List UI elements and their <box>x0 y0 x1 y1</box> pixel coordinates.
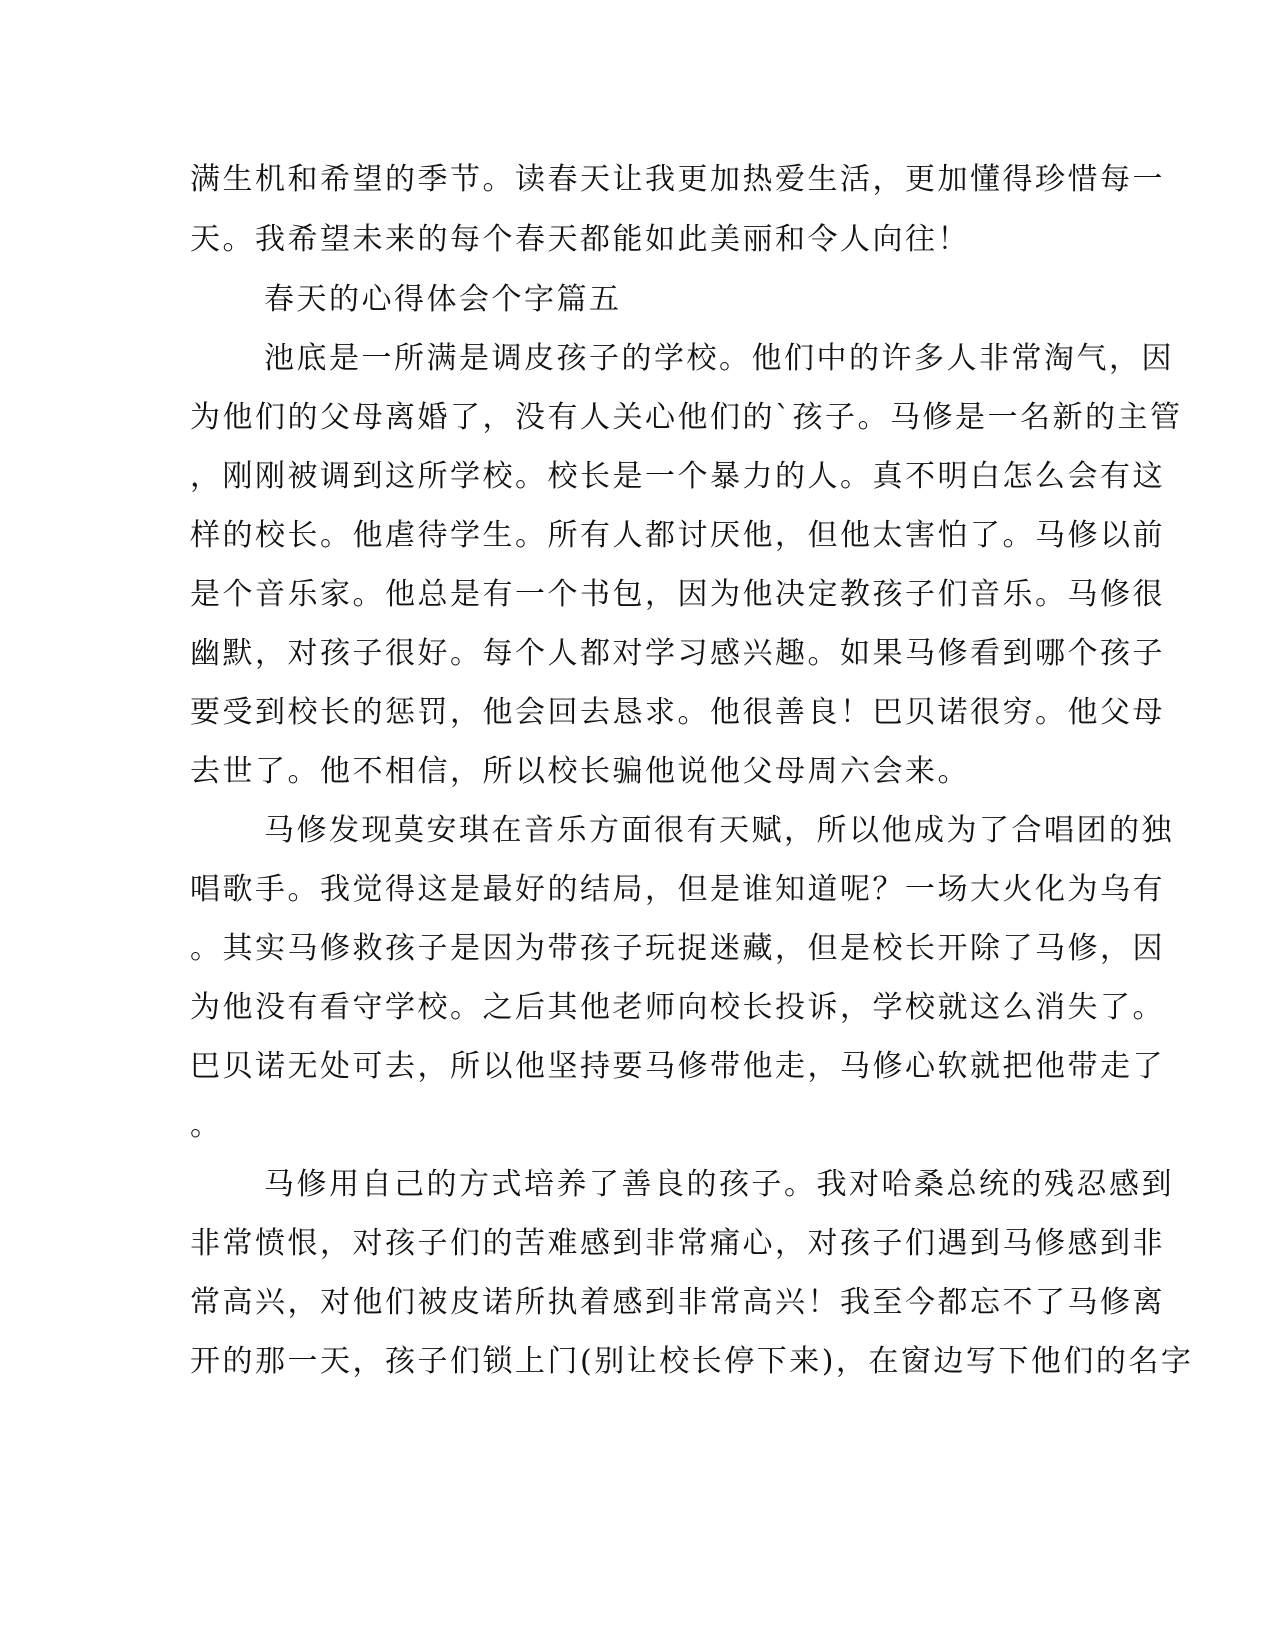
text-line: 池底是一所满是调皮孩子的学校。他们中的许多人非常淘气，因 <box>264 341 1174 376</box>
text-line: 开的那一天，孩子们锁上门(别让校长停下来)，在窗边写下他们的名字 <box>190 1344 1194 1379</box>
text-line: 去世了。他不相信，所以校长骗他说他父母周六会来。 <box>190 754 970 789</box>
text-line: 马修发现莫安琪在音乐方面很有天赋，所以他成为了合唱团的独 <box>264 813 1174 848</box>
text-line: 马修用自己的方式培养了善良的孩子。我对哈桑总统的残忍感到 <box>264 1167 1174 1202</box>
text-line: 为他们的父母离婚了，没有人关心他们的`孩子。马修是一名新的主管 <box>190 400 1183 435</box>
text-line: 。 <box>190 1108 223 1143</box>
text-line: 样的校长。他虐待学生。所有人都讨厌他，但他太害怕了。马修以前 <box>190 518 1165 553</box>
text-line: 非常愤恨，对孩子们的苦难感到非常痛心，对孩子们遇到马修感到非 <box>190 1226 1165 1261</box>
text-line: 天。我希望未来的每个春天都能如此美丽和令人向往！ <box>190 222 970 257</box>
text-line: 为他没有看守学校。之后其他老师向校长投诉，学校就这么消失了。 <box>190 990 1165 1025</box>
text-line: 满生机和希望的季节。读春天让我更加热爱生活，更加懂得珍惜每一 <box>190 162 1165 197</box>
text-line: 。其实马修救孩子是因为带孩子玩捉迷藏，但是校长开除了马修，因 <box>190 931 1165 966</box>
text-line: 要受到校长的惩罚，他会回去恳求。他很善良！巴贝诺很穷。他父母 <box>190 695 1165 730</box>
text-line: 巴贝诺无处可去，所以他坚持要马修带他走，马修心软就把他带走了 <box>190 1049 1165 1084</box>
text-line: 唱歌手。我觉得这是最好的结局，但是谁知道呢？一场大火化为乌有 <box>190 872 1165 907</box>
text-line: 幽默，对孩子很好。每个人都对学习感兴趣。如果马修看到哪个孩子 <box>190 636 1165 671</box>
text-line: 是个音乐家。他总是有一个书包，因为他决定教孩子们音乐。马修很 <box>190 577 1165 612</box>
text-line: 常高兴，对他们被皮诺所执着感到非常高兴！我至今都忘不了马修离 <box>190 1285 1165 1320</box>
section-heading: 春天的心得体会个字篇五 <box>264 282 622 317</box>
text-line: ，刚刚被调到这所学校。校长是一个暴力的人。真不明白怎么会有这 <box>190 459 1165 494</box>
